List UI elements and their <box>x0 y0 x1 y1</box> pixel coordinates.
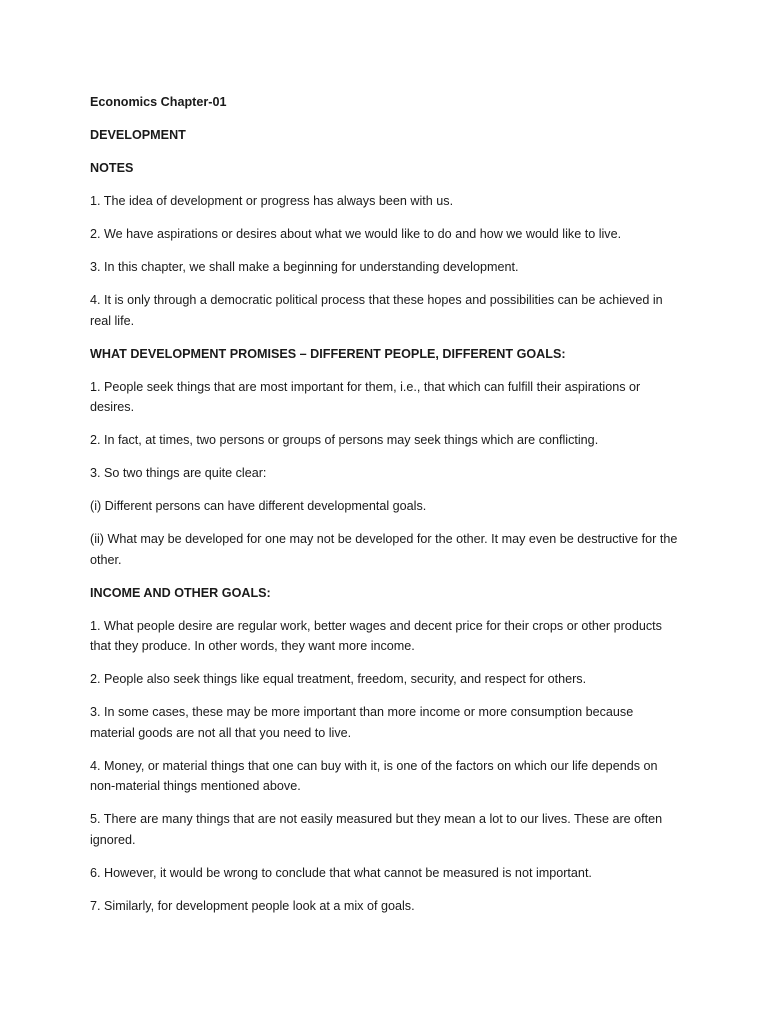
section-item: 7. Similarly, for development people look at a mix of goals. <box>90 898 415 913</box>
notes-heading: NOTES <box>90 161 134 175</box>
section-heading-income-goals: INCOME AND OTHER GOALS: <box>90 585 271 600</box>
section-item: (i) Different persons can have different developmental goals. <box>90 499 427 513</box>
note-item: 1. The idea of development or progress has always been with us. <box>90 194 454 208</box>
note-item: 4. It is only through a democratic political process that these hopes and possibilities can be achieved in real life. <box>90 293 663 328</box>
note-item: 3. In this chapter, we shall make a beginning for understanding development. <box>90 260 519 274</box>
section-heading-development-promises: WHAT DEVELOPMENT PROMISES – DIFFERENT PEOPLE, DIFFERENT GOALS: <box>90 346 566 361</box>
document-page <box>90 92 680 929</box>
document-title: Economics Chapter-01 <box>90 95 227 109</box>
section-item: 5. There are many things that are not easily measured but they mean a lot to our lives. These are often ignored. <box>90 812 663 847</box>
section-item: 1. What people desire are regular work, better wages and decent price for their crops or other products that they produce. In other words, they want more income. <box>90 618 662 653</box>
section-item: 4. Money, or material things that one can buy with it, is one of the factors on which our life depends on non-material things mentioned above. <box>90 758 658 793</box>
section-item: (ii) What may be developed for one may not be developed for the other. It may even be destructive for the other. <box>90 532 678 567</box>
section-item: 6. However, it would be wrong to conclude that what cannot be measured is not important. <box>90 865 592 880</box>
section-item: 1. People seek things that are most important for them, i.e., that which can fulfill their aspirations or desires. <box>90 379 641 414</box>
section-item: 3. So two things are quite clear: <box>90 466 267 480</box>
section-item: 3. In some cases, these may be more important than more income or more consumption because material goods are not all that you need to live. <box>90 705 634 740</box>
note-item: 2. We have aspirations or desires about what we would like to do and how we would like to live. <box>90 227 622 241</box>
chapter-heading: DEVELOPMENT <box>90 128 186 142</box>
section-item: 2. In fact, at times, two persons or groups of persons may seek things which are conflicting. <box>90 433 599 447</box>
section-item: 2. People also seek things like equal treatment, freedom, security, and respect for others. <box>90 672 587 686</box>
